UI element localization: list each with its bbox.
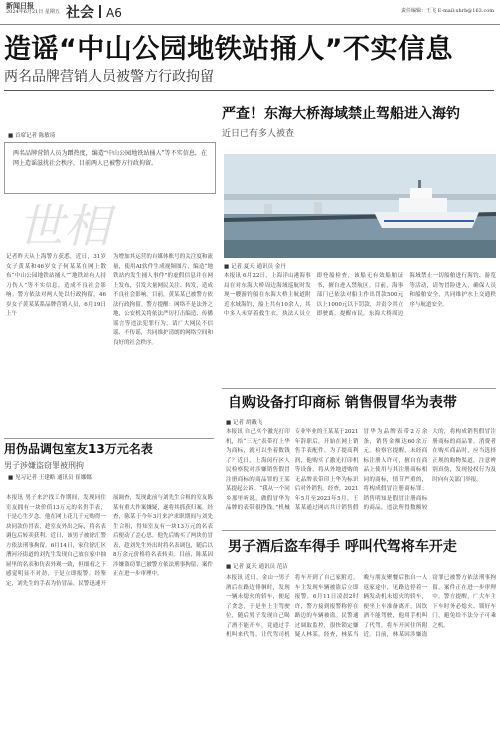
story2-body: 本报讯 6月22日，上海洋山港海事局在对东海大桥周边海域巡航时发现一艘游钓船在东海大桥主航道附近水域海钓，船上共有10余人，其中多人未穿着救生衣。执法人员立即登船检查，该船无有效船舶证书，擅自进入禁航区。目前，海事部门已依法对船主作出罚款500元以上1000元以下罚款，并责令其立即驶离。提醒市民，东海大桥周边海域禁止一切船舶进行海钓、游览等活动，请勿冒险进入，确保人员和船舶安全，共同维护水上交通秩序与航道安全。 [224,273,496,317]
lead-box [4,142,216,194]
masthead [6,3,60,15]
story4-headline: 用伪品调包室友13万元名表 [4,442,153,456]
newspaper-name: 新闻日报 [6,1,34,10]
story4-header [4,440,153,471]
divider [4,90,494,91]
divider [222,388,496,389]
story2-byline: ■ 记者 夏天 通讯员 金丹 [224,264,286,270]
main-byline: ■ 首席记者 陈敏琦 [8,133,56,139]
story2-header [222,103,460,139]
editor-line: 责任编辑：王飞 E-mail:xhrb@163.com [401,8,494,14]
story5-headline: 男子酒后盗车得手 呼叫代驾将车开走 [228,539,457,555]
story4-subheadline: 男子涉嫌盗窃罪被刑拘 [4,461,84,470]
page-code: A6 [106,6,122,20]
watermark-text: 世相 [18,199,110,250]
main-body-col1: 记者昨天从上海警方获悉，近日，31岁女子黄某和46岁女子何某某在网上散布“中山公园地铁站捅人”“地铁站有人持刀伤人”等不实信息，造成不良社会影响。警方依法对两人处以行政拘留。46岁女子黄某某系品牌营销人员，6月19日上午 [6,254,106,317]
harbor-photo [224,154,496,258]
section-name: 社会 [66,5,94,21]
story2-subheadline: 近日已有多人被查 [222,129,295,139]
story5-byline: ■ 记者 夏天 通讯员 范洁 [226,564,288,570]
divider [4,438,214,439]
story5-body: 本报讯 近日，金山一男子酒后在路边徘徊时，发现一辆未熄火的轿车，便起了贪念，于是坐上主驾驶位，随后男子发现自己喝了酒不能开车，竟通过手机叫来代驾，让代驾司机将车开到了自己家附近。车主发现车辆被盗后立即报警。6月11日凌晨2时许，警方接到报警称停在路边的车辆被盗。民警通过调取监控，很快锁定嫌疑人林某。经查，林某当晚与朋友聚餐后独自一人返家途中，见路边停着一辆发动机未熄火的轿车，便坐上车准备离开。因饮酒不能驾驶，他用手机叫了代驾，将车开回住所附近。目前，林某因涉嫌盗窃罪已被警方依法刑事拘留，案件正在进一步审理中。警方提醒，广大车主下车时务必熄火、锁好车门，避免给不法分子可乘之机。 [226,575,496,638]
watermark-graphic [8,198,208,250]
lead-paragraph: 两名品牌营销人员为蹭热度，编造“中山公园地铁站捅人”等不实信息，在网上造谣滋扰社会秩序，目前两人已被警方行政拘留。 [13,150,207,167]
watermark-block [8,198,208,250]
main-body-col2: 为增加其运营的自媒体账号的关注度和流量，使用AI软件生成视频图片，编造“地铁站内发生捅人事件”的虚假信息并在网上发布，引发大量网民关注、转发，造成不良社会影响。目前，黄某某已被警方依法行政拘留。警方提醒：网络不是法外之地，公安机关将依法严厉打击编造、传播谣言等违法犯罪行为，请广大网民不信谣、不传谣，共同维护清朗的网络空间和良好的社会秩序。 [113,254,213,346]
main-headline: 造谣“中山公园地铁站捅人”不实信息 [4,34,453,65]
issue-date: 2024年6月21日 星期五 [6,9,60,15]
story4-byline: ■ 见习记者 王建略 通讯员 崔娜娜 [8,475,92,481]
story2-headline: 严查！东海大桥海域禁止驾船进入海钓 [222,106,460,122]
main-subheadline: 两名品牌营销人员被警方行政拘留 [4,69,214,85]
section-title [66,2,122,22]
divider [222,530,496,531]
story3-headline: 自购设备打印商标 销售假冒华为表带 [228,395,457,411]
story2-photo [224,154,496,258]
story3-byline: ■ 记者 胡戴飞 [226,420,263,426]
story3-body: 本报讯 自己买个激光打印机，给“三无”表带打上华为商标，就可以坐着数钱了？近日，上海闵行区人民检察院对涉嫌销售假冒注册商标的商品罪的王某某提起公诉。“我从一个同乡那里听说，做假冒华为品牌的表带很挣钱。”机械专业毕业的王某某于2021年辞职后，开始在网上销售手表配件。为了提高利润，他购买了激光打印机等设备，将从外地进购的无品牌表带印上华为标识后对外销售。经查，2021年5月至2023年5月，王某某通过网店共计销售假冒华为品牌表带2万余条，销售金额达60余万元。检察官提醒，未经商标注册人许可，擅自在商品上使用与其注册商标相同的商标，情节严重的，将构成假冒注册商标罪；销售明知是假冒注册商标的商品，违法所得数额较大的，将构成销售假冒注册商标的商品罪。消费者在购买商品时，应当选择正规的购物渠道，注意辨别真伪，发现侵权行为及时向有关部门举报。 [226,429,496,511]
story4-body: 本报讯 男子来沪找工作期间，发现同住室友拥有一块价值13万元的名贵手表，于是心生歹念。他在网上花几千元购得一块同款仿冒表，趁室友外出之际，将名表调包后转卖获利。近日，该男子被徐汇警方依法刑事拘留。6月14日，家住徐汇区漕河泾街道的刘先生发现自己放在家中抽屉里的名表和仿表外观一致，但细看之下感觉明显不对劲，于是立即报警。经鉴定，刘先生的手表为仿冒品。民警迅速开展调查，发现此前与刘先生合租的室友陈某有重大作案嫌疑，遂将其抓获归案。经查，陈某于今年3月来沪求职期间与刘先生合租，得知室友有一块13万元的名表后便动了歪心思。他先后购买了两块仿冒表，趁刘先生外出时将名表调包，随后以8万余元价格将名表转卖。目前，陈某因涉嫌盗窃罪已被警方依法刑事拘留，案件正在进一步审理中。 [6,495,213,587]
